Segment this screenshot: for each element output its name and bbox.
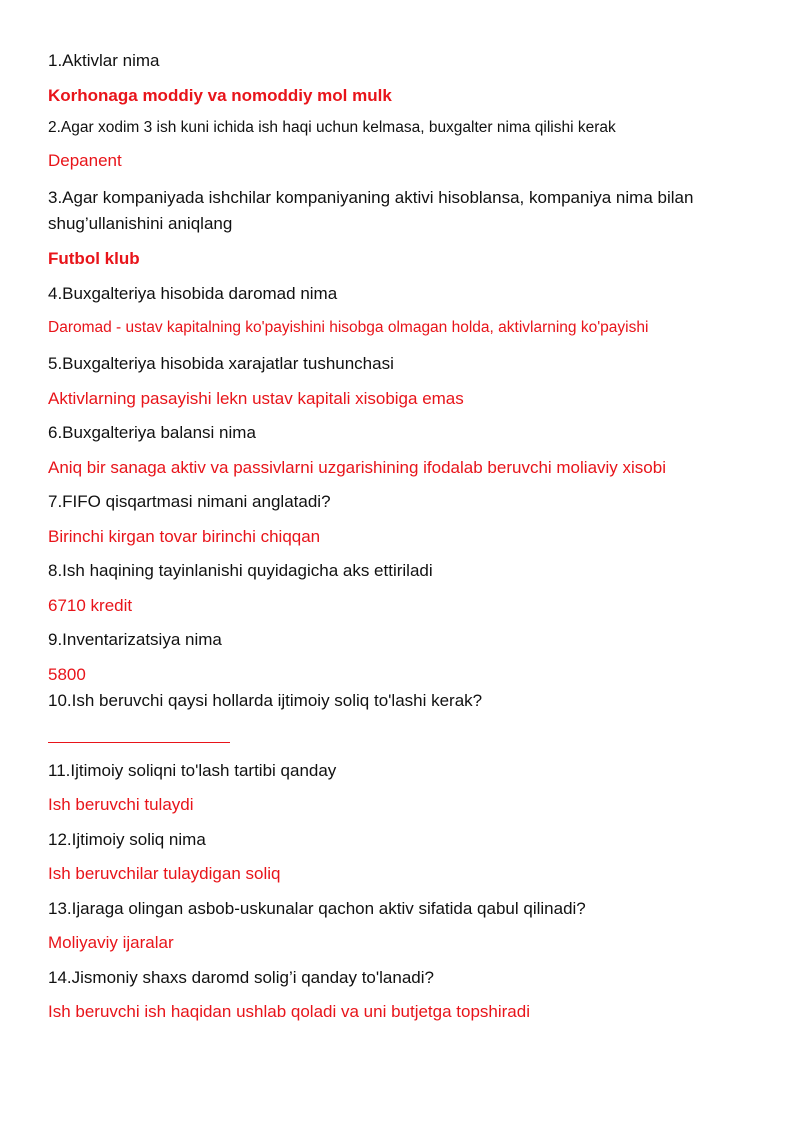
- question-3-line-2: shug’ullanishini aniqlang: [48, 214, 233, 233]
- question-1: 1.Aktivlar nima: [48, 51, 160, 70]
- question-14: 14.Jismoniy shaxs daromd solig’i qanday to'lanadi?: [48, 968, 434, 987]
- answer-13: Moliyaviy ijaralar: [48, 933, 174, 952]
- answer-2: Depanent: [48, 151, 122, 170]
- answer-9: 5800: [48, 665, 86, 684]
- answer-3: Futbol klub: [48, 249, 140, 268]
- question-4: 4.Buxgalteriya hisobida daromad nima: [48, 284, 338, 303]
- question-6: 6.Buxgalteriya balansi nima: [48, 423, 256, 442]
- answer-1: Korhonaga moddiy va nomoddiy mol mulk: [48, 86, 392, 105]
- question-9: 9.Inventarizatsiya nima: [48, 630, 222, 649]
- question-12: 12.Ijtimoiy soliq nima: [48, 830, 206, 849]
- question-5: 5.Buxgalteriya hisobida xarajatlar tushunchasi: [48, 354, 394, 373]
- answer-11: Ish beruvchi tulaydi: [48, 795, 194, 814]
- answer-14: Ish beruvchi ish haqidan ushlab qoladi va uni butjetga topshiradi: [48, 1002, 530, 1021]
- question-3-line-1: 3.Agar kompaniyada ishchilar kompaniyaning aktivi hisoblansa, kompaniya nima bilan: [48, 188, 694, 207]
- question-7: 7.FIFO qisqartmasi nimani anglatadi?: [48, 492, 331, 511]
- answer-5: Aktivlarning pasayishi lekn ustav kapitali xisobiga emas: [48, 389, 464, 408]
- question-2: 2.Agar xodim 3 ish kuni ichida ish haqi uchun kelmasa, buxgalter nima qilishi kerak: [48, 119, 616, 136]
- answer-8: 6710 kredit: [48, 596, 133, 615]
- answer-10-blank-line: [48, 742, 230, 743]
- answer-12: Ish beruvchilar tulaydigan soliq: [48, 864, 281, 883]
- question-11: 11.Ijtimoiy soliqni to'lash tartibi qanday: [48, 761, 337, 780]
- answer-4: Daromad - ustav kapitalning ko'payishini hisobga olmagan holda, aktivlarning ko'payishi: [48, 319, 649, 336]
- question-8: 8.Ish haqining tayinlanishi quyidagicha aks ettiriladi: [48, 561, 433, 580]
- question-10: 10.Ish beruvchi qaysi hollarda ijtimoiy soliq to'lashi kerak?: [48, 691, 483, 710]
- question-13: 13.Ijaraga olingan asbob-uskunalar qachon aktiv sifatida qabul qilinadi?: [48, 899, 586, 918]
- answer-7: Birinchi kirgan tovar birinchi chiqqan: [48, 527, 321, 546]
- answer-6: Aniq bir sanaga aktiv va passivlarni uzgarishining ifodalab beruvchi moliaviy xisobi: [48, 458, 666, 477]
